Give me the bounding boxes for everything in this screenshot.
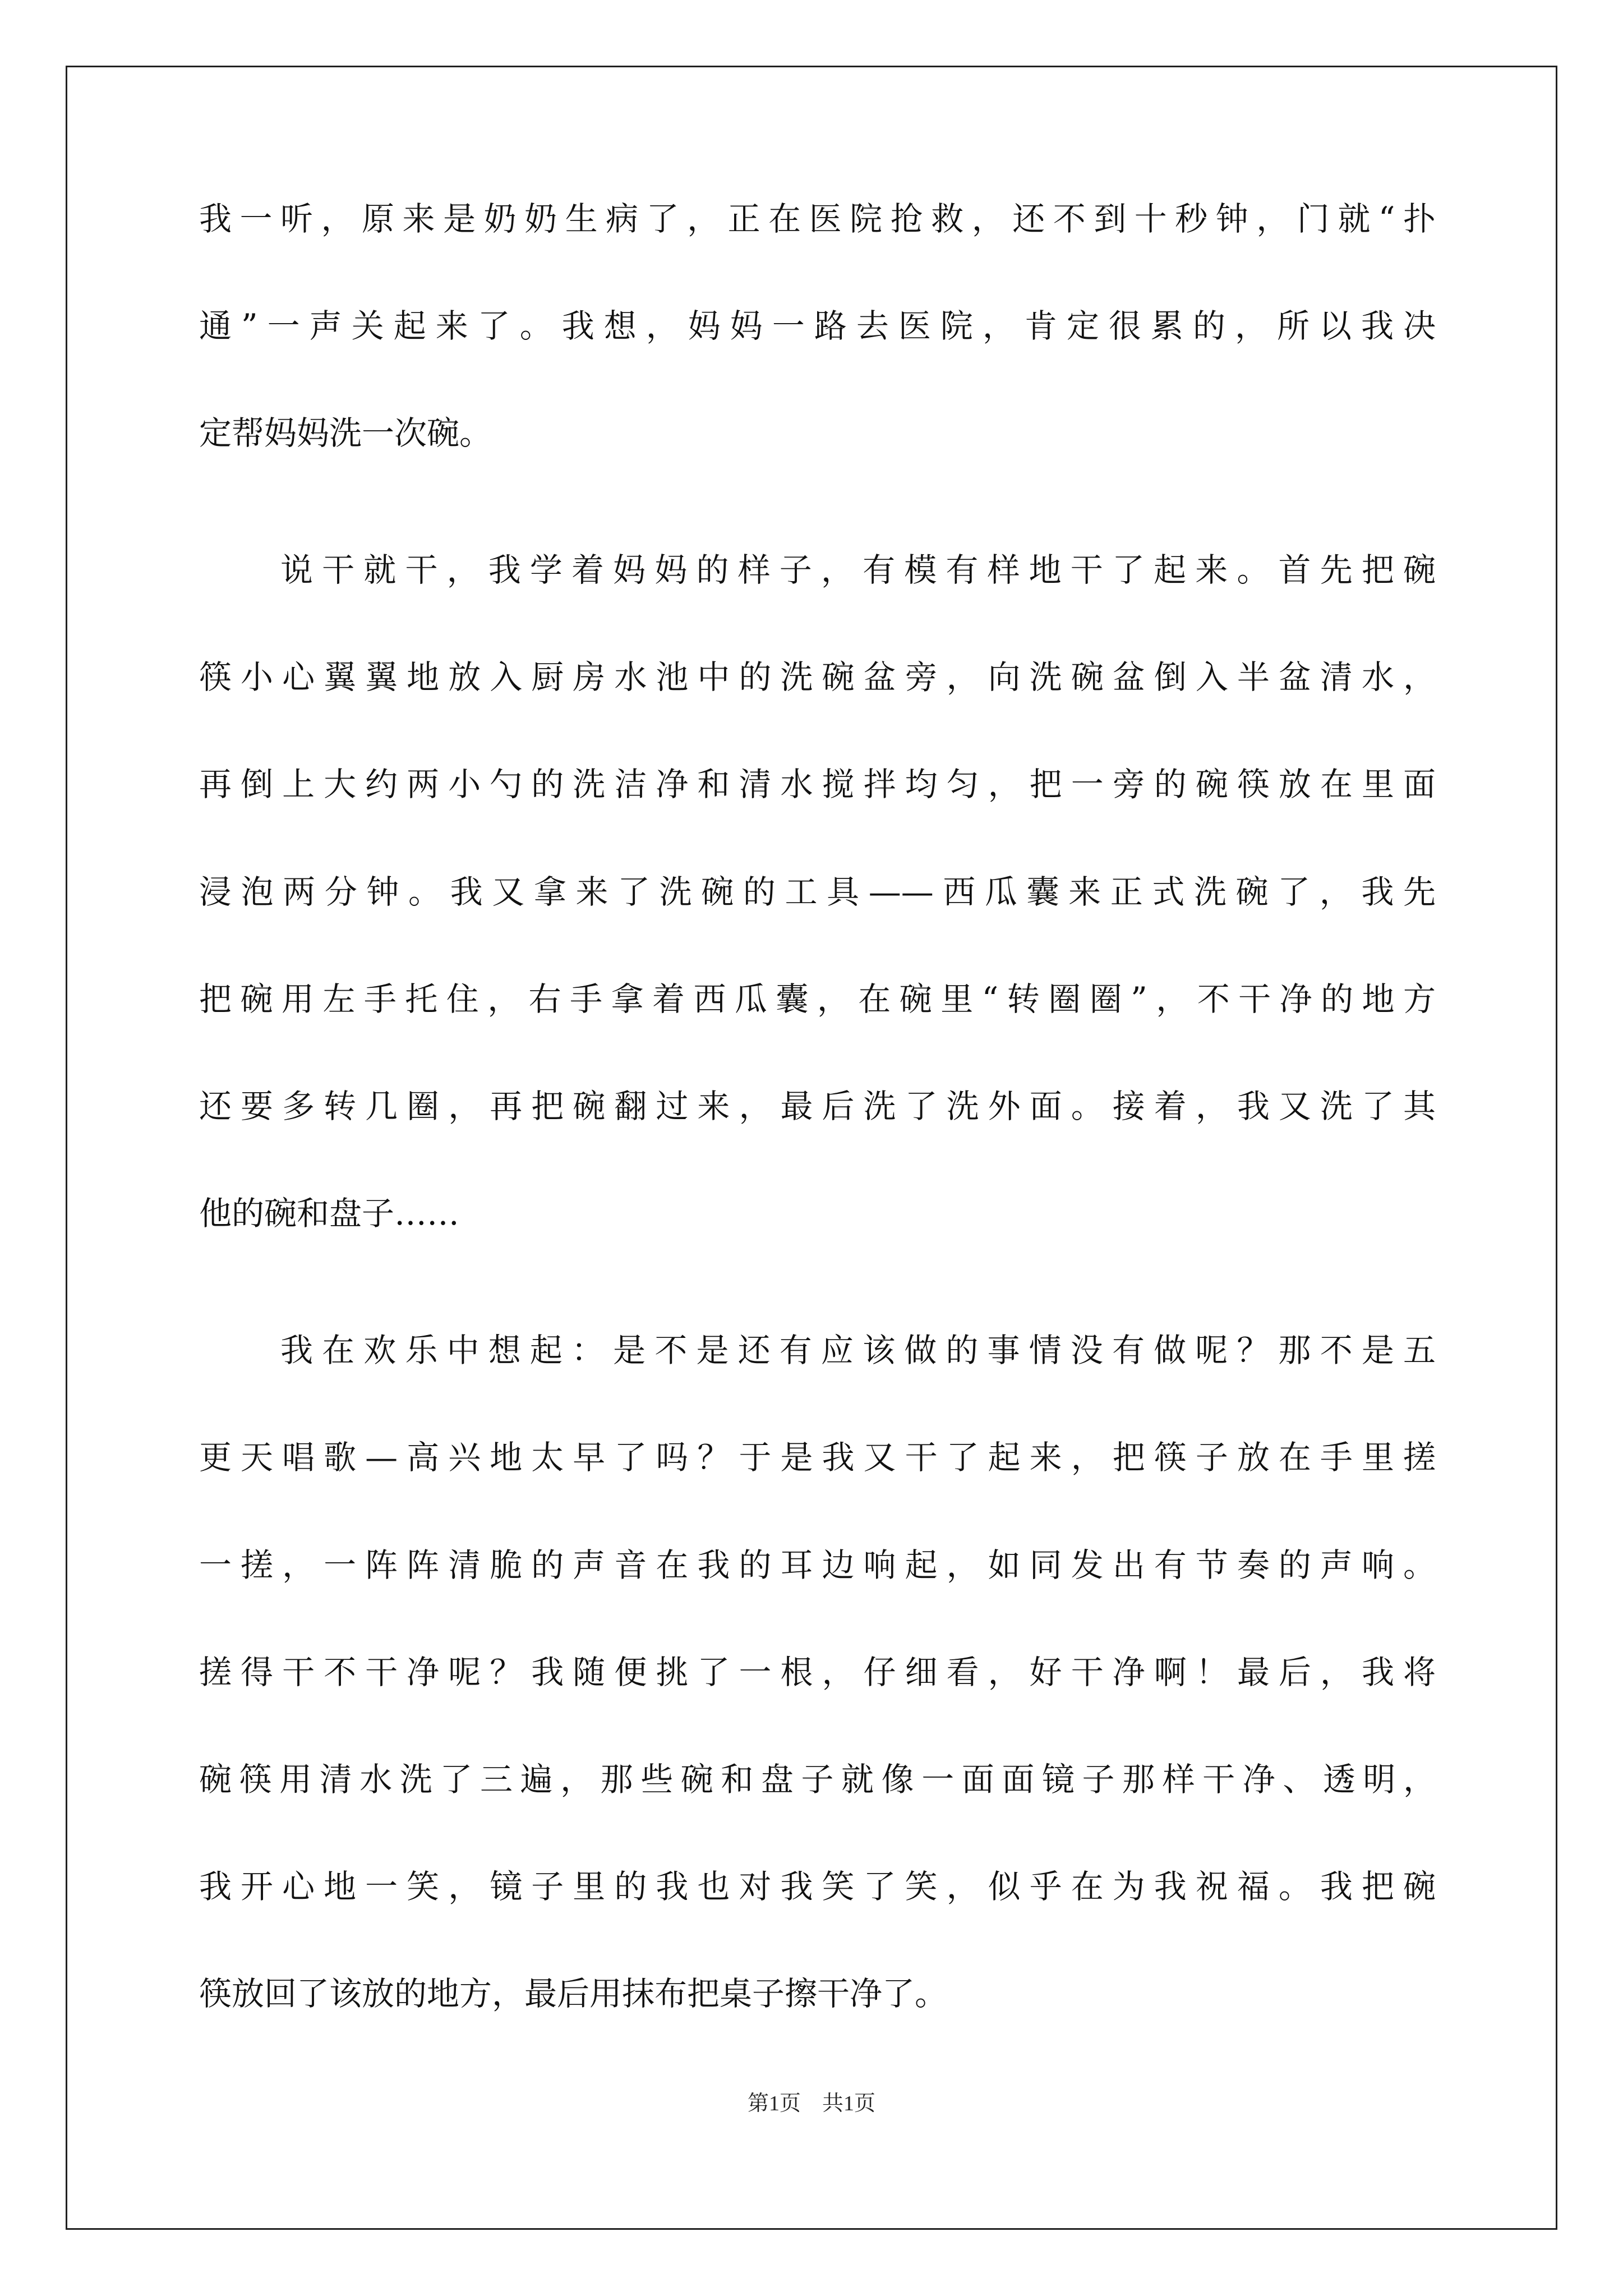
text-line: 我在欢乐中想起：是不是还有应该做的事情没有做呢？那不是五 [280,1331,1436,1369]
page-number-footer: 第1页 共1页 [747,2092,875,2115]
text-line: 还要多转几圈，再把碗翻过来，最后洗了洗外面。接着，我又洗了其 [199,1087,1436,1125]
text-line: 他的碗和盘子…… [199,1194,460,1232]
text-line: 一搓，一阵阵清脆的声音在我的耳边响起，如同发出有节奏的声响。 [199,1546,1436,1584]
text-line: 再倒上大约两小勺的洗洁净和清水搅拌均匀，把一旁的碗筷放在里面 [199,765,1436,803]
text-line: 碗筷用清水洗了三遍，那些碗和盘子就像一面面镜子那样干净、透明， [199,1760,1436,1798]
text-line: 把碗用左手托住，右手拿着西瓜囊，在碗里“转圈圈”，不干净的地方 [199,980,1436,1018]
text-line: 定帮妈妈洗一次碗。 [199,414,492,452]
text-line: 筷放回了该放的地方，最后用抹布把桌子擦干净了。 [199,1975,948,2013]
text-line: 我开心地一笑，镜子里的我也对我笑了笑，似乎在为我祝福。我把碗 [199,1867,1436,1906]
text-line: 通”一声关起来了。我想，妈妈一路去医院，肯定很累的，所以我决 [199,307,1436,345]
text-line: 我一听，原来是奶奶生病了，正在医院抢救，还不到十秒钟，门就“扑 [199,200,1436,238]
text-line: 说干就干，我学着妈妈的样子，有模有样地干了起来。首先把碗 [280,551,1436,589]
text-line: 筷小心翼翼地放入厨房水池中的洗碗盆旁，向洗碗盆倒入半盆清水， [199,658,1436,696]
text-line: 浸泡两分钟。我又拿来了洗碗的工具——西瓜囊来正式洗碗了，我先 [199,873,1436,911]
text-line: 搓得干不干净呢？我随便挑了一根，仔细看，好干净啊！最后，我将 [199,1653,1436,1691]
text-line: 更天唱歌—高兴地太早了吗？于是我又干了起来，把筷子放在手里搓 [199,1438,1436,1476]
